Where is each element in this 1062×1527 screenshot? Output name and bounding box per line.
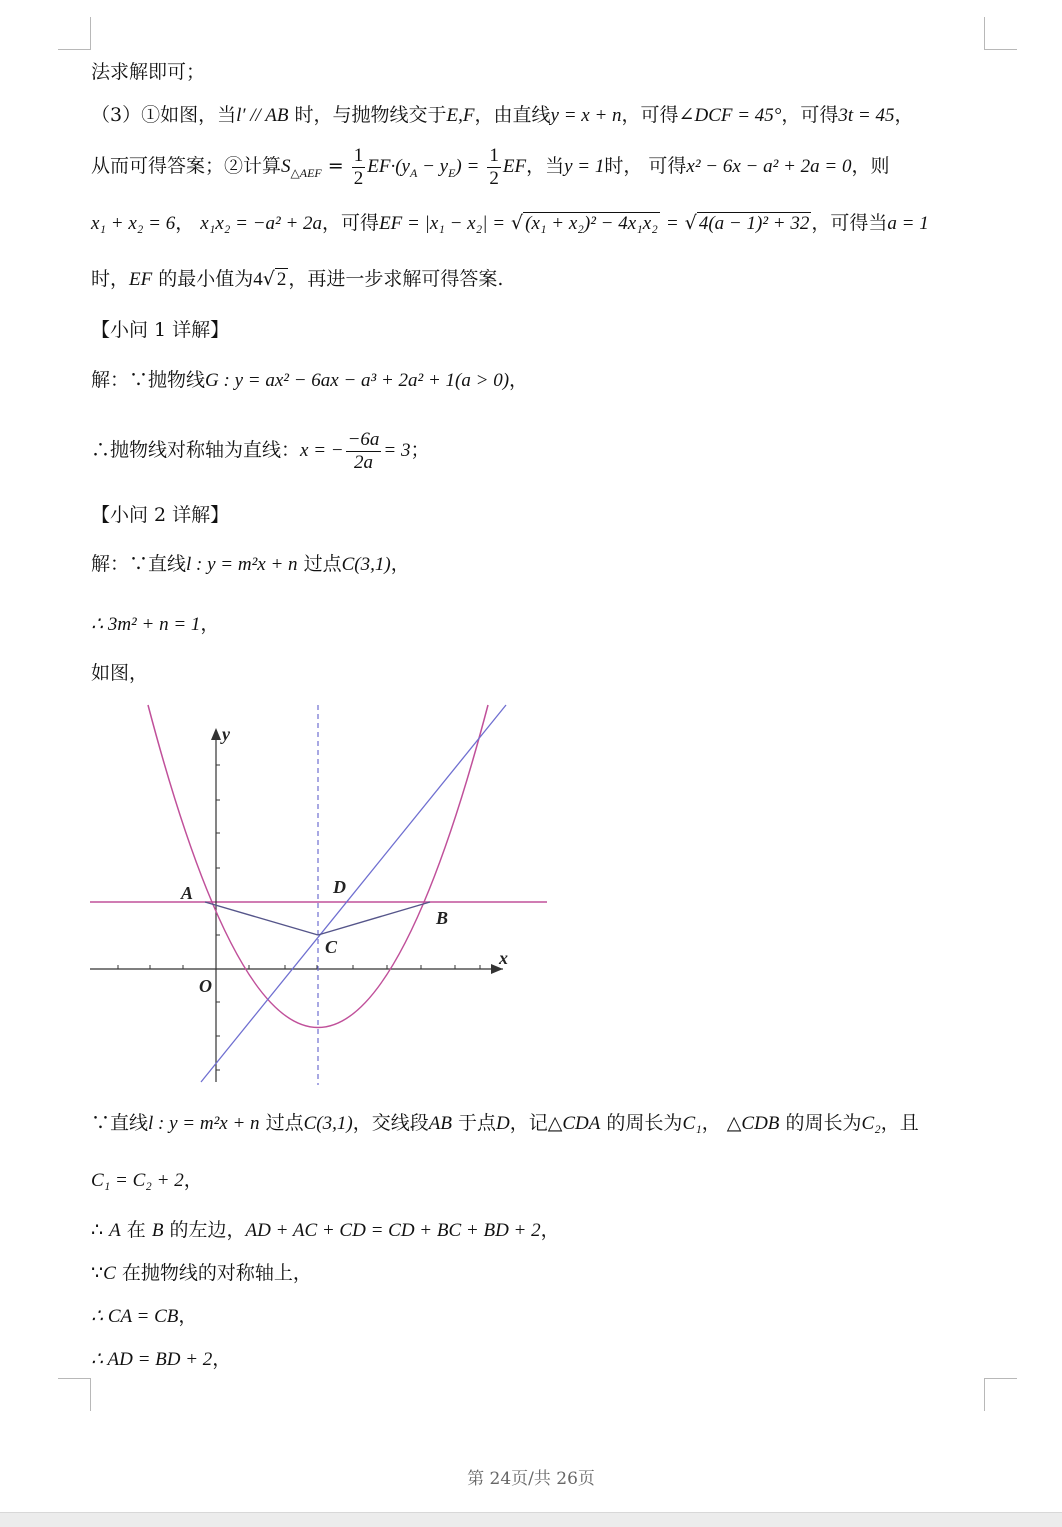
page-footer: 第 24页/共 26页 bbox=[467, 1469, 595, 1489]
label-A: A bbox=[181, 883, 194, 903]
text-line-8: 解：∵直线l : y = m²x + n 过点C(3,1)， bbox=[91, 553, 410, 575]
text-line-13: ∴ A 在 B 的左边，AD + AC + CD = CD + BC + BD + 2， bbox=[91, 1219, 560, 1241]
text-line-11: ∵直线l : y = m²x + n 过点C(3,1)，交线段AB 于点D，记△CDA 的周长为C₁， △CDB 的周长为C₂，且 bbox=[91, 1112, 919, 1134]
label-B: B bbox=[436, 908, 449, 928]
text-line-7: ∴抛物线对称轴为直线：x = − $\frac{-6a}{2a}$ = 3； bbox=[91, 428, 430, 473]
section-heading-1: 【小问 1 详解】 bbox=[91, 319, 230, 341]
y-axis-arrow bbox=[211, 728, 221, 740]
label-x: x bbox=[499, 948, 508, 968]
segment-CB bbox=[318, 902, 430, 935]
text-line-10: 如图， bbox=[91, 662, 149, 684]
label-D: D bbox=[333, 877, 346, 897]
text-line-3: 从而可得答案；②计算$S_{\triangle AEF}$ = $\frac{1}{2}$ $EF\cdot(y_A - y_E)$ = $\frac{1}{2}$ EF，当y = 1时， 可得x² − 6x − a² + 2a = 0，则 bbox=[91, 144, 890, 189]
text-line-4: x₁ + x₂ = 6， x₁x₂ = −a² + 2a，可得EF = |x₁ − x₂| = √ (x₁ + x₂)² − 4x₁x₂ = √ 4(a − 1)² + 32 ，可得当a = 1 bbox=[91, 212, 929, 234]
crop-mark-top-right bbox=[984, 17, 1017, 50]
section-heading-2: 【小问 2 详解】 bbox=[91, 504, 230, 526]
crop-mark-bottom-left bbox=[58, 1378, 91, 1411]
label-y: y bbox=[222, 724, 230, 744]
text-line-15: ∴ CA = CB， bbox=[91, 1305, 198, 1327]
text-line-16: ∴ AD = BD + 2， bbox=[91, 1348, 232, 1370]
crop-mark-top-left bbox=[58, 17, 91, 50]
label-O: O bbox=[199, 976, 212, 996]
crop-mark-bottom-right bbox=[984, 1378, 1017, 1411]
segment-AC bbox=[205, 902, 318, 935]
label-C: C bbox=[325, 937, 338, 957]
text-line-1: 法求解即可； bbox=[91, 61, 206, 83]
fraction-axis: $\frac{-6a}{2a}$ bbox=[347, 428, 380, 473]
text-line-14: ∵C 在抛物线的对称轴上， bbox=[91, 1262, 312, 1284]
text-line-9: ∴ 3m² + n = 1， bbox=[91, 613, 220, 635]
text-line-5: 时，EF 的最小值为4√ 2 ，再进一步求解可得答案. bbox=[91, 268, 504, 290]
text-line-12: C₁ = C₂ + 2， bbox=[91, 1169, 203, 1191]
viewer-bottom-strip bbox=[0, 1512, 1062, 1527]
line-l bbox=[201, 705, 506, 1082]
text-line-6: 解：∵抛物线G : y = ax² − 6ax − a³ + 2a² + 1(a > 0)， bbox=[91, 369, 529, 391]
fraction-half-2: $\frac{1}{2}$ bbox=[489, 144, 499, 189]
parabola-figure bbox=[85, 700, 555, 1090]
fraction-half: $\frac{1}{2}$ bbox=[353, 144, 364, 189]
text-line-2: （3）①如图，当l′ // AB 时，与抛物线交于E,F，由直线y = x + n，可得∠DCF = 45°，可得3t = 45， bbox=[91, 104, 914, 126]
